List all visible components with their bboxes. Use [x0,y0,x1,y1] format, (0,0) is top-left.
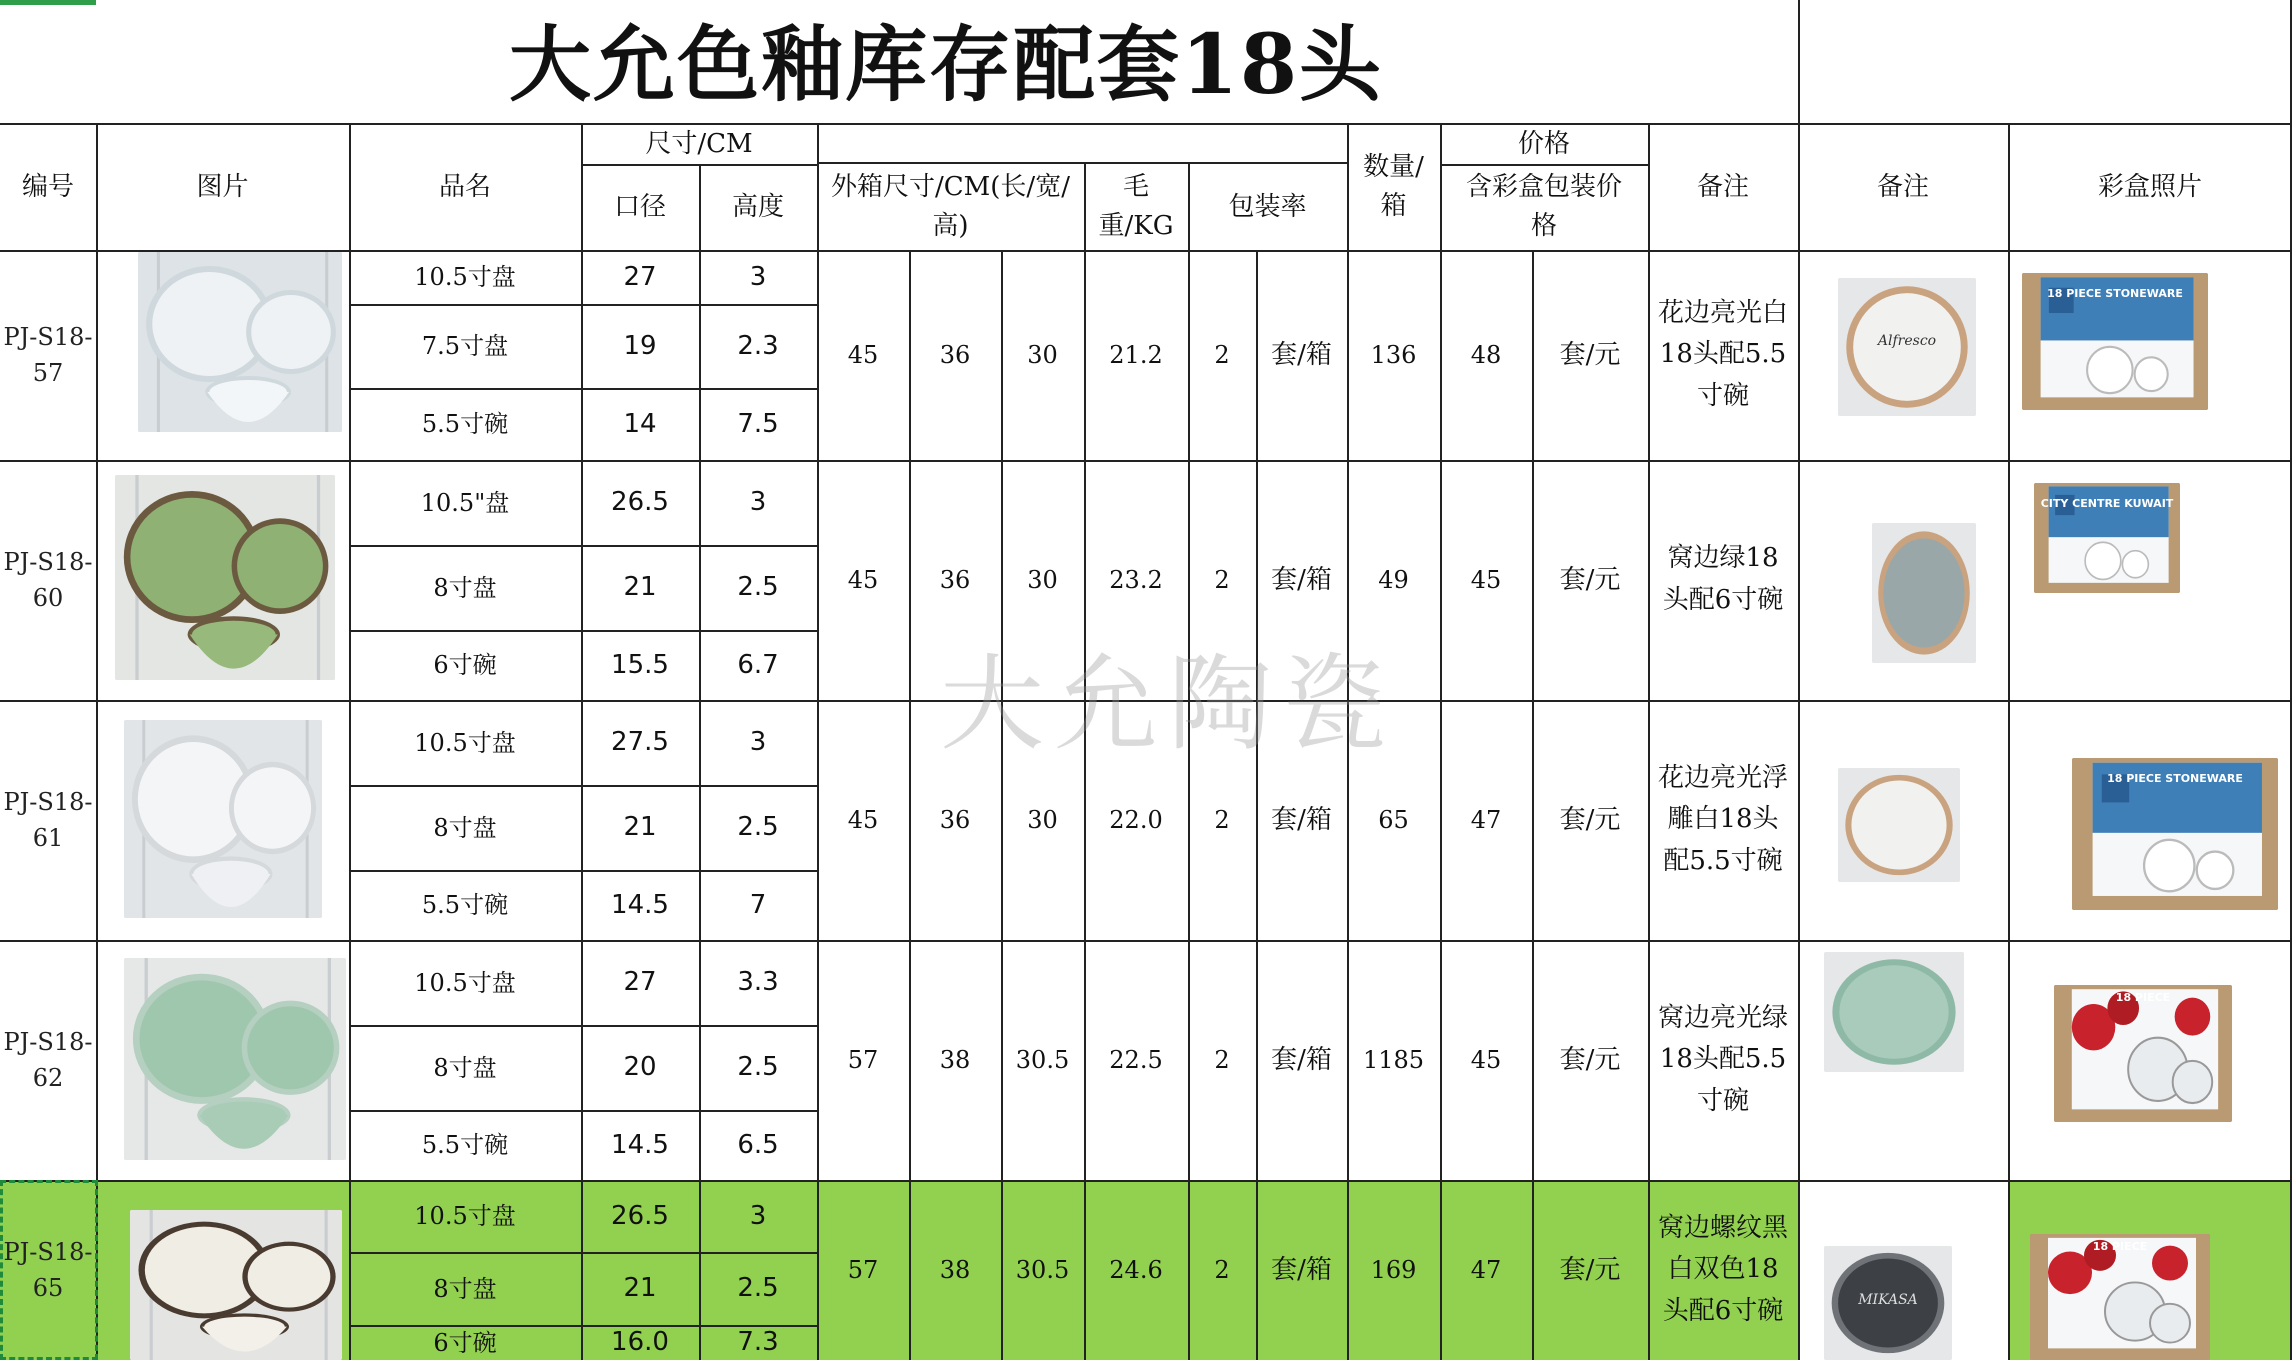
product-photo [115,475,335,680]
remark-photo-label: Alfresco [1877,333,1937,350]
grid-line [699,164,701,1360]
product-photo [124,958,346,1160]
pack-rate: 2 [1214,1256,1230,1284]
pack-unit: 套/箱 [1271,1044,1332,1075]
price-unit: 套/元 [1559,804,1621,835]
item-name: 10.5寸盘 [414,1202,516,1230]
remark: 窝边绿18头配6寸碗 [1662,543,1784,615]
grid-line [1001,250,1003,1360]
grid-line [349,1325,817,1327]
header-carton: 外箱尺寸/CM(长/宽/高) [831,172,1070,241]
grid-line [909,250,911,1360]
remark-photo [1824,952,1964,1072]
remark-photo-label: MIKASA [1858,1291,1918,1308]
quantity: 1185 [1362,1046,1425,1074]
carton-width: 38 [939,1046,971,1074]
pack-rate: 2 [1214,806,1230,834]
item-height: 7 [749,889,767,920]
carton-height: 30 [1027,806,1058,834]
grid-line [96,123,98,1360]
item-diameter: 14.5 [611,889,669,920]
grid-line [349,630,817,632]
carton-height: 30 [1027,341,1058,369]
product-photo [124,720,322,918]
gross-weight: 22.5 [1109,1046,1163,1074]
carton-length: 57 [847,1256,879,1284]
gross-weight: 23.2 [1109,566,1163,594]
carton-width: 38 [939,1256,971,1284]
header-name: 品名 [438,171,491,202]
grid-line [349,304,817,306]
header-qty: 数量/箱 [1363,152,1424,221]
price: 45 [1470,566,1502,594]
grid-line [349,1025,817,1027]
grid-line [0,250,2292,252]
item-height: 2.3 [737,330,779,361]
price: 47 [1470,806,1502,834]
header-height: 高度 [731,191,784,222]
grid-line [0,460,2292,462]
header-diameter: 口径 [613,191,666,222]
item-name: 5.5寸碗 [421,1131,509,1159]
item-height: 2.5 [737,1273,779,1303]
item-name: 10.5寸盘 [414,263,516,291]
item-height: 2.5 [737,572,779,602]
carton-height: 30.5 [1015,1046,1070,1074]
header-size: 尺寸/CM [645,128,753,159]
carton-length: 57 [847,1046,879,1074]
color-box-photo [2030,1234,2210,1360]
selected-cell[interactable] [0,1180,98,1360]
item-name: 10.5寸盘 [414,728,516,757]
quantity: 65 [1378,806,1409,834]
item-name: 5.5寸碗 [421,891,509,919]
carton-width: 36 [939,806,971,834]
product-code: PJ-S18-65 [3,1238,93,1302]
product-photo [130,1210,342,1360]
item-diameter: 26.5 [611,487,669,517]
header-weight: 毛重/KG [1098,172,1174,241]
grid-line [817,162,1347,164]
product-code: PJ-S18-60 [3,548,93,612]
product-code: PJ-S18-62 [3,1028,93,1092]
remark: 花边亮光白18头配5.5寸碗 [1657,297,1788,411]
item-height: 3.3 [737,967,779,997]
gross-weight: 24.6 [1109,1256,1163,1284]
price: 47 [1470,1256,1502,1284]
price: 48 [1470,341,1502,369]
product-photo [138,252,342,432]
pack-rate: 2 [1214,341,1230,369]
price-unit: 套/元 [1559,564,1621,595]
item-height: 3 [749,487,767,517]
price-unit: 套/元 [1559,1254,1621,1285]
item-height: 7.5 [737,408,779,439]
remark-photo [1838,278,1976,416]
item-name: 8寸盘 [433,813,497,842]
watermark: 大允陶瓷 [940,643,1397,765]
product-code: PJ-S18-57 [3,323,93,387]
grid-line [1440,164,1648,166]
sheet-title: 大允色釉库存配套18头 [508,16,1384,113]
remark-photo [1838,768,1960,882]
grid-line [1347,123,1349,1360]
grid-line [349,785,817,787]
pack-rate: 2 [1214,566,1230,594]
header-pack: 包装率 [1228,191,1307,222]
header-code: 编号 [21,171,74,202]
pack-unit: 套/箱 [1271,804,1332,835]
header-image: 图片 [196,171,249,202]
color-box-photo [2054,985,2232,1122]
header-remark-2: 备注 [1876,171,1929,202]
grid-line [1798,0,1800,1360]
quantity: 49 [1378,566,1409,594]
color-box-photo [2034,483,2180,593]
grid-line [581,123,583,1360]
remark: 花边亮光浮雕白18头配5.5寸碗 [1657,762,1788,876]
carton-width: 36 [939,566,971,594]
header-price: 价格 [1517,128,1570,159]
color-box-label: 18 PIECE [2092,1240,2148,1253]
item-height: 3 [749,1200,767,1231]
item-height: 3 [749,261,767,292]
item-diameter: 21 [623,812,657,842]
item-diameter: 20 [623,1052,657,1082]
grid-line [1188,162,1190,1360]
item-diameter: 21 [623,572,657,602]
quantity: 169 [1370,1256,1417,1284]
carton-length: 45 [847,566,879,594]
price-unit: 套/元 [1559,339,1621,370]
item-diameter: 26.5 [611,1200,669,1231]
grid-line [1084,162,1086,1360]
item-name: 6寸碗 [433,1328,497,1357]
grid-line [0,1180,2292,1182]
remark-photo [1824,1246,1952,1360]
carton-width: 36 [939,341,971,369]
carton-length: 45 [847,341,879,369]
item-name: 7.5寸盘 [421,332,509,360]
item-diameter: 27.5 [611,727,669,757]
gross-weight: 22.0 [1109,806,1163,834]
item-name: 5.5寸碗 [421,410,509,438]
item-name: 8寸盘 [433,573,497,602]
pack-unit: 套/箱 [1271,1254,1332,1285]
header-remark: 备注 [1696,171,1749,202]
item-height: 2.5 [737,1052,779,1082]
item-diameter: 15.5 [611,649,669,680]
product-code: PJ-S18-61 [3,788,93,852]
grid-line [1648,123,1650,1360]
grid-line [1440,123,1442,1360]
carton-length: 45 [847,806,879,834]
grid-line [349,870,817,872]
grid-line [1256,250,1258,1360]
item-name: 8寸盘 [433,1274,497,1303]
carton-height: 30 [1027,566,1058,594]
pack-rate: 2 [1214,1046,1230,1074]
remark: 窝边亮光绿18头配5.5寸碗 [1657,1002,1788,1116]
grid-line [0,940,2292,942]
pack-unit: 套/箱 [1271,339,1332,370]
item-diameter: 27 [623,261,657,292]
color-box-label: 18 PIECE STONEWARE [2107,772,2243,785]
gross-weight: 21.2 [1109,341,1163,369]
item-diameter: 14 [623,408,657,439]
grid-line [349,388,817,390]
item-height: 6.5 [737,1129,779,1160]
item-name: 10.5"盘 [420,488,510,517]
color-box-photo [2022,273,2208,410]
carton-height: 30.5 [1015,1256,1070,1284]
grid-line [349,1110,817,1112]
grid-line [0,123,2292,125]
item-height: 3 [749,727,767,757]
pack-unit: 套/箱 [1271,564,1332,595]
color-box-label: 18 PIECE [2115,991,2171,1004]
item-diameter: 14.5 [611,1129,669,1160]
remark: 窝边螺纹黑白双色18头配6寸碗 [1657,1212,1788,1326]
grid-line [1532,250,1534,1360]
item-height: 6.7 [737,649,779,680]
grid-line [349,545,817,547]
item-name: 8寸盘 [433,1053,497,1082]
color-box-photo [2072,758,2278,910]
color-box-label: CITY CENTRE KUWAIT [2040,497,2174,510]
item-diameter: 21 [623,1273,657,1303]
item-diameter: 16.0 [611,1327,669,1357]
item-height: 7.3 [737,1327,779,1357]
grid-line [2008,123,2010,1360]
item-height: 2.5 [737,812,779,842]
quantity: 136 [1370,341,1417,369]
price-unit: 套/元 [1559,1044,1621,1075]
item-diameter: 27 [623,967,657,997]
grid-line [349,123,351,1360]
price: 45 [1470,1046,1502,1074]
grid-line [817,123,819,1360]
active-cell-indicator [0,0,96,5]
item-name: 10.5寸盘 [414,968,516,997]
item-name: 6寸碗 [433,651,497,679]
grid-line [0,700,2292,702]
grid-line [349,1252,817,1254]
remark-photo [1872,523,1976,663]
item-diameter: 19 [623,330,657,361]
color-box-label: 18 PIECE STONEWARE [2047,287,2183,300]
header-price-sub: 含彩盒包装价格 [1465,172,1622,241]
header-box-photo: 彩盒照片 [2097,171,2202,202]
